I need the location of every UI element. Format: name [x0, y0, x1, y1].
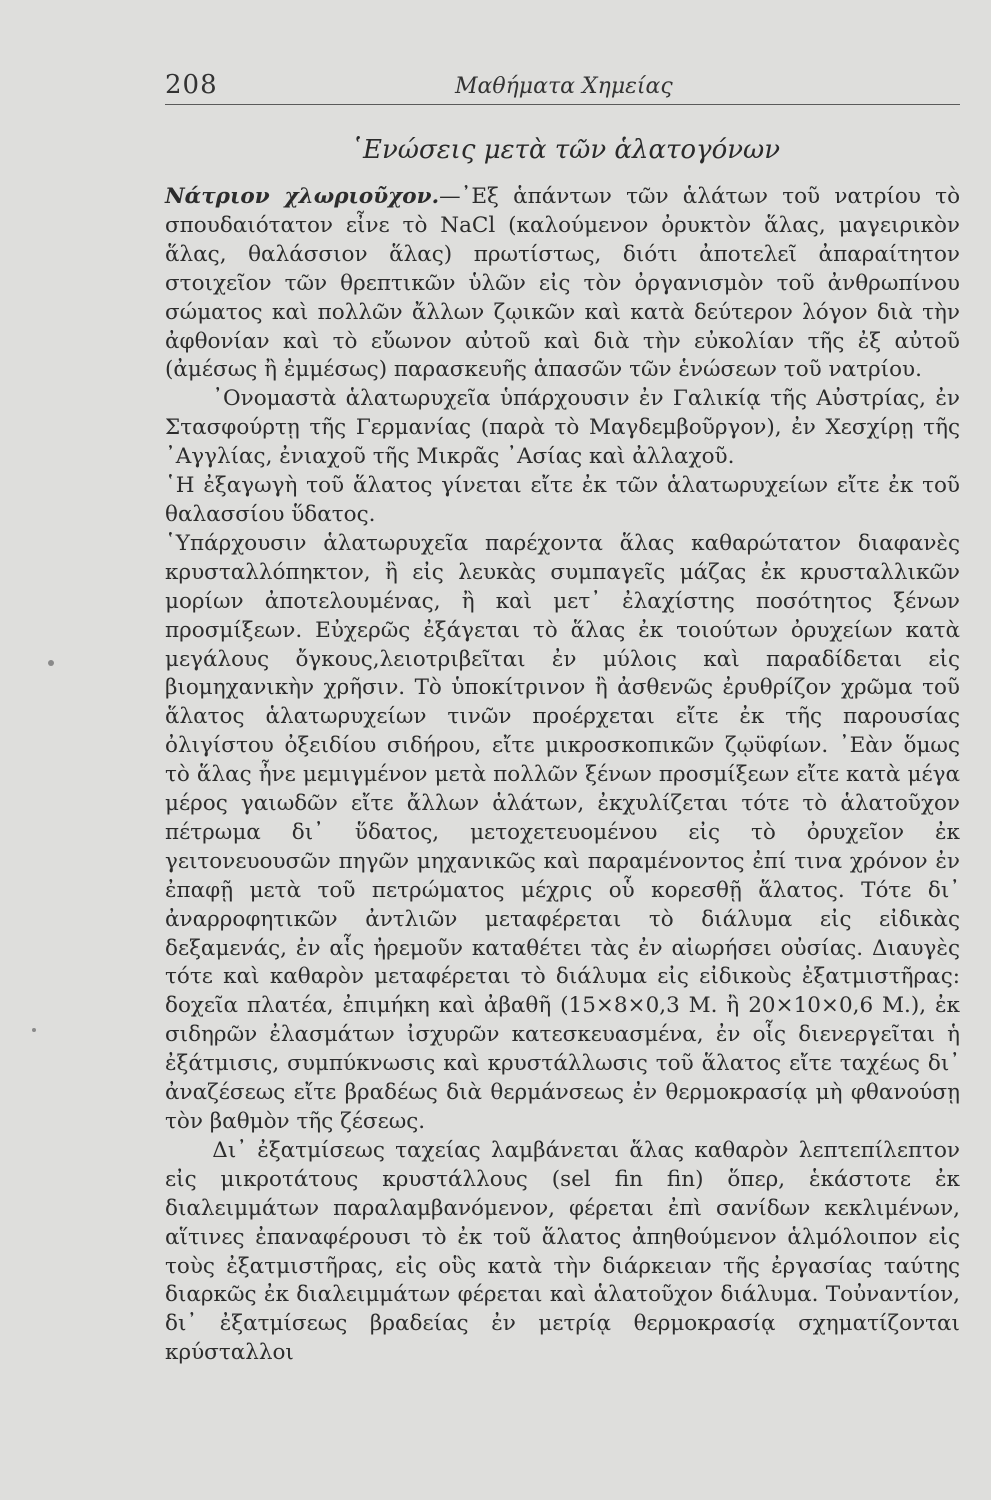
running-title: Μαθήματα Χημείας — [455, 74, 673, 99]
paragraph-lead: Νάτριον χλωριοῦχον. — [165, 184, 440, 209]
paragraph — [165, 530, 960, 1137]
paragraph — [165, 472, 960, 530]
page-header — [165, 70, 960, 105]
paragraph-text: ᾿Ονομαστὰ ἁλατωρυχεῖα ὑπάρχουσιν ἐν Γαλικίᾳ τῆς Αὐστρίας, ἐν Στασφούρτῃ τῆς Γερμανίας (παρὰ τὸ Μαγδεμβοῦργον), ἐν Χεσχίρῃ τῆς ᾿Αγγλίας, ἐνιαχοῦ τῆς Μικρᾶς ᾿Ασίας καὶ ἀλλαχοῦ. — [165, 386, 960, 470]
paragraph-text: —᾿Εξ ἁπάντων τῶν ἁλάτων τοῦ νατρίου τὸ σπουδαιότατον εἶνε τὸ NaCl (καλούμενον ὀρυκτὸν ἅλας, μαγειρικὸν ἅλας, θαλάσσιον ἅλας) πρωτίστως, διότι ἀποτελεῖ ἀπαραίτητον στοιχεῖον τῶν θρεπτικῶν ὑλῶν εἰς τὸν ὀργανισμὸν τοῦ ἀνθρωπίνου σώματος καὶ πολλῶν ἄλλων ζῳικῶν καὶ κατὰ δεύτερον λόγον διὰ τὴν ἀφθονίαν καὶ τὸ εὔωνον αὐτοῦ καὶ διὰ τὴν εὐκολίαν τῆς ἐξ αὐτοῦ (ἀμέσως ἢ ἐμμέσως) παρασκευῆς ἁπασῶν τῶν ἑνώσεων τοῦ νατρίου. — [165, 184, 961, 383]
paper-speck — [32, 1028, 36, 1032]
section-title: ῾Ενώσεις μετὰ τῶν ἁλατογόνων — [350, 135, 781, 165]
body-text — [165, 183, 960, 1368]
paragraph-text: Δι᾿ ἐξατμίσεως ταχείας λαμβάνεται ἅλας καθαρὸν λεπτεπίλεπτον εἰς μικροτάτους κρυστάλλους (sel fin fin) ὅπερ, ἑκάστοτε ἐκ διαλειμμάτων παραλαμβανόμενον, φέρεται ἐπὶ σανίδων κεκλιμένων, αἵτινες ἐπαναφέρουσι τὸ ἐκ τοῦ ἅλατος ἀπηθούμενον ἁλμόλοιπον εἰς τοὺς ἐξατμιστῆρας, εἰς οὓς κατὰ τὴν διάρκειαν τῆς ἐργασίας ταύτης διαρκῶς ἐκ διαλειμμάτων φέρεται καὶ ἁλατοῦχον διάλυμα. Τοὐναντίον, δι᾿ ἐξατμίσεως βραδείας ἐν μετρίᾳ θερμοκρασίᾳ σχηματίζονται κρύσταλλοι — [165, 1137, 960, 1366]
paragraph — [165, 385, 960, 472]
paper-speck — [48, 660, 54, 666]
paragraph — [165, 1137, 960, 1368]
paragraph-text: ῾Η ἐξαγωγὴ τοῦ ἅλατος γίνεται εἴτε ἐκ τῶν ἁλατωρυχείων εἴτε ἐκ τοῦ θαλασσίου ὕδατος. — [165, 473, 960, 527]
page-number: 208 — [165, 70, 218, 100]
paragraph — [165, 183, 960, 385]
paragraph-text: ῾Υπάρχουσιν ἁλατωρυχεῖα παρέχοντα ἅλας καθαρώτατον διαφανὲς κρυσταλλόπηκτον, ἢ εἰς λευκὰς συμπαγεῖς μάζας ἐκ κρυσταλλικῶν μορίων ἀποτελουμένας, ἢ καὶ μετ᾿ ἐλαχίστης ποσότητος ξένων προσμίξεων. Εὐχερῶς ἐξάγεται τὸ ἅλας ἐκ τοιούτων ὀρυχείων κατὰ μεγάλους ὄγκους,λειοτριβεῖται ἐν μύλοις καὶ παραδίδεται εἰς βιομηχανικὴν χρῆσιν. Τὸ ὑποκίτρινον ἢ ἀσθενῶς ἐρυθρίζον χρῶμα τοῦ ἅλατος ἁλατωρυχείων τινῶν προέρχεται εἴτε ἐκ τῆς παρουσίας ὀλιγίστου ὀξειδίου σιδήρου, εἴτε μικροσκοπικῶν ζῳϋφίων. ᾿Εὰν ὅμως τὸ ἅλας ἦνε μεμιγμένον μετὰ πολλῶν ξένων προσμίξεων εἴτε κατὰ μέγα μέρος γαιωδῶν εἴτε ἄλλων ἁλάτων, ἐκχυλίζεται τότε τὸ ἁλατοῦχον πέτρωμα δι᾿ ὕδατος, μετοχετευομένου εἰς τὸ ὀρυχεῖον ἐκ γειτονευουσῶν πηγῶν μηχανικῶς καὶ παραμένοντος ἐπί τινα χρόνον ἐν ἐπαφῇ μετὰ τοῦ πετρώματος μέχρις οὗ κορεσθῇ ἅλατος. Τότε δι᾿ ἀναρροφητικῶν ἀντλιῶν μεταφέρεται τὸ διάλυμα εἰς εἰδικὰς δεξαμενάς, ἐν αἷς ἠρεμοῦν καταθέτει τὰς ἐν αἰωρήσει οὐσίας. Διαυγὲς τότε καὶ καθαρὸν μεταφέρεται τὸ διάλυμα εἰς εἰδικοὺς ἐξατμιστῆρας: δοχεῖα πλατέα, ἐπιμήκη καὶ ἀβαθῆ (15×8×0,3 Μ. ἢ 20×10×0,6 Μ.), ἐκ σιδηρῶν ἐλασμάτων ἰσχυρῶν κατεσκευασμένα, ἐν οἷς διενεργεῖται ἡ ἐξάτμισις, συμπύκνωσις καὶ κρυστάλλωσις τοῦ ἅλατος εἴτε ταχέως δι᾿ ἀναζέσεως εἴτε βραδέως διὰ θερμάνσεως ἐν θερμοκρασίᾳ μὴ φθανούσῃ τὸν βαθμὸν τῆς ζέσεως. — [165, 530, 960, 1134]
